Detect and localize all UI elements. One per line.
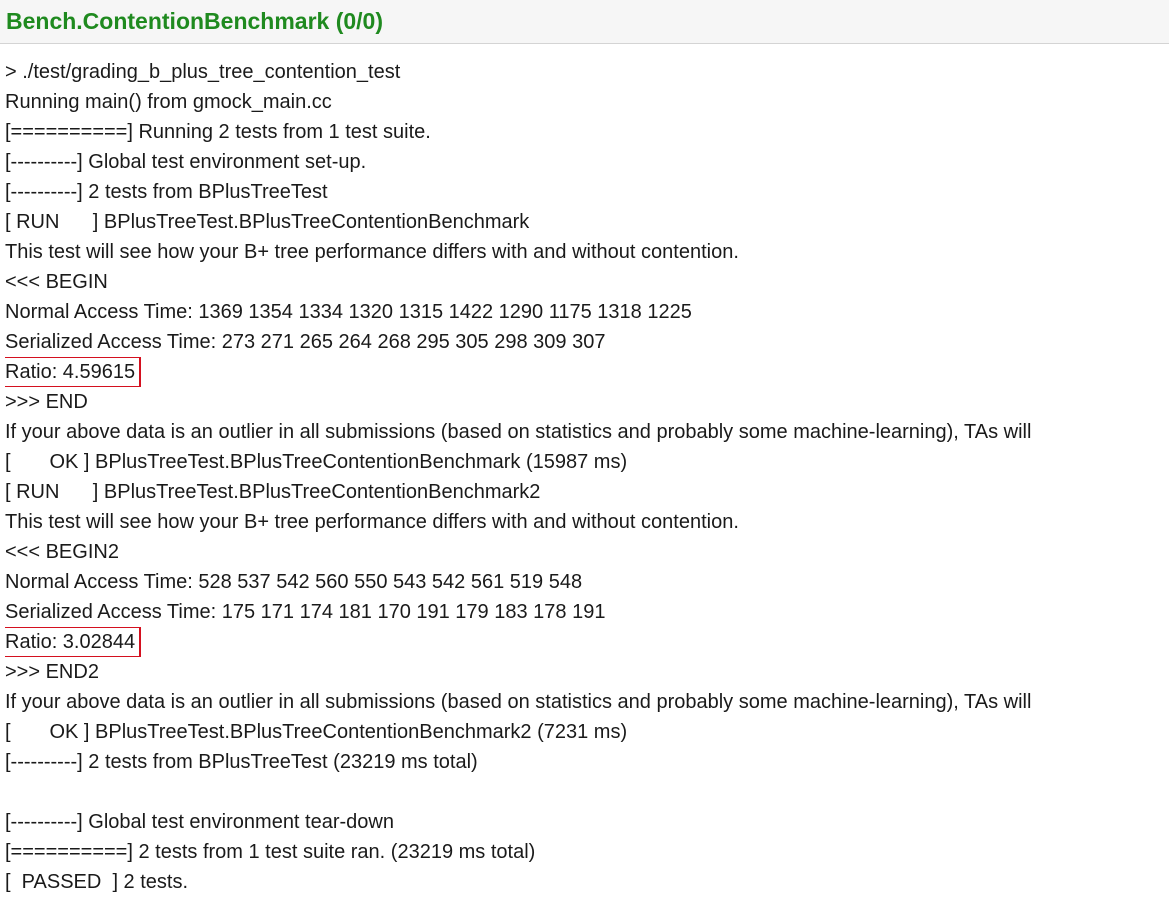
console-line: >>> END [5,391,88,413]
console-line: If your above data is an outlier in all submissions (based on statistics and probably some machine-learning), TAs will [5,421,1032,443]
console-line-ratio-1 [5,357,1169,387]
console-output [0,44,1169,897]
console-line: This test will see how your B+ tree performance differs with and without contention. [5,511,739,533]
console-line: <<< BEGIN [5,271,108,293]
job-title: Bench.ContentionBenchmark (0/0) [6,8,383,34]
console-line: Running main() from gmock_main.cc [5,91,332,113]
console-line: [----------] 2 tests from BPlusTreeTest [5,181,328,203]
console-line: [ OK ] BPlusTreeTest.BPlusTreeContentionBenchmark (15987 ms) [5,451,628,473]
console-line: Normal Access Time: 528 537 542 560 550 543 542 561 519 548 [5,571,583,593]
console-line: [ PASSED ] 2 tests. [5,871,189,893]
console-line: Serialized Access Time: 273 271 265 264 268 295 305 298 309 307 [5,331,606,353]
console-line: Serialized Access Time: 175 171 174 181 170 191 179 183 178 191 [5,601,606,623]
console-line: >>> END2 [5,661,99,683]
console-line: [ OK ] BPlusTreeTest.BPlusTreeContentionBenchmark2 (7231 ms) [5,721,628,743]
console-line: [ RUN ] BPlusTreeTest.BPlusTreeContentionBenchmark2 [5,481,541,503]
console-line: > ./test/grading_b_plus_tree_contention_test [5,61,401,83]
console-line: [----------] Global test environment set-up. [5,151,367,173]
job-header [0,0,1169,44]
console-line: <<< BEGIN2 [5,541,119,563]
console-line: [==========] 2 tests from 1 test suite ran. (23219 ms total) [5,841,536,863]
ratio-highlight-box: Ratio: 3.02844 [5,627,141,657]
console-line-ratio-2 [5,627,1169,657]
console-line: If your above data is an outlier in all submissions (based on statistics and probably some machine-learning), TAs will [5,691,1032,713]
console-line: [==========] Running 2 tests from 1 test suite. [5,121,431,143]
console-line: Normal Access Time: 1369 1354 1334 1320 1315 1422 1290 1175 1318 1225 [5,301,692,323]
console-line: [----------] Global test environment tear-down [5,811,394,833]
console-line: [----------] 2 tests from BPlusTreeTest (23219 ms total) [5,751,478,773]
console-line: [ RUN ] BPlusTreeTest.BPlusTreeContentionBenchmark [5,211,530,233]
ratio-highlight-box: Ratio: 4.59615 [5,357,141,387]
console-line: This test will see how your B+ tree performance differs with and without contention. [5,241,739,263]
console-line-blank [5,777,1169,807]
